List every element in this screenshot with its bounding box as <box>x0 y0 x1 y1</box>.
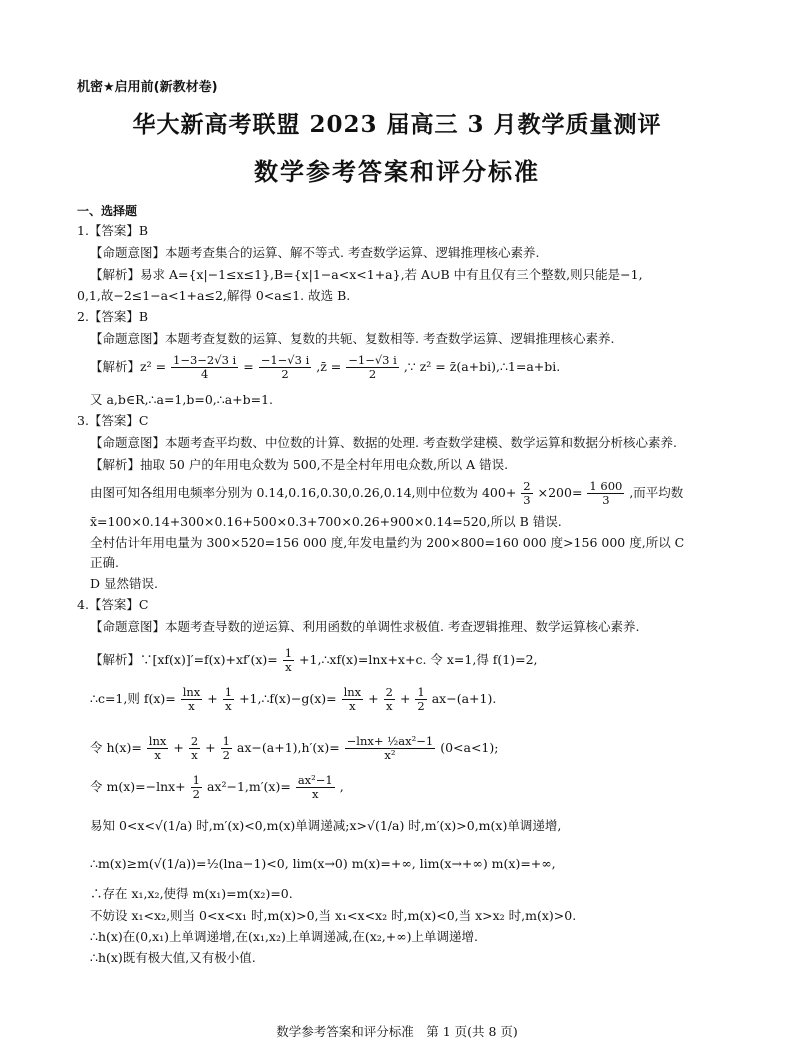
q3-analysis-line-4: 全村估计年用电量为 300×520=156 000 度,年发电量约为 200×800=160 000 度>156 000 度,所以 C <box>90 535 685 550</box>
q4-l2-text-b: + <box>207 691 218 706</box>
q4-l3-fraction-1: $\frac{\ln x}{x}$ <box>148 734 167 762</box>
q4-l2-text-a: ∴c=1,则 f(x)= <box>90 691 176 706</box>
q4-l3-text-a: 令 h(x)= <box>90 740 142 755</box>
q4-l4-text-a: 令 m(x)=−lnx+ <box>90 779 186 794</box>
q2-text-b: = <box>243 359 254 374</box>
q4-l3-fraction-3: $\frac{1}{2}$ <box>222 734 230 762</box>
q3-analysis-line-3: x̄=100×0.14+300×0.16+500×0.3+700×0.26+900×0.14=520,所以 B 错误. <box>90 514 562 529</box>
q3-fraction-2: $\frac{1 600}{3}$ <box>589 479 623 507</box>
q4-l2-fraction-4: $\frac{2}{x}$ <box>385 685 393 713</box>
q3-text-b: ×200= <box>537 485 583 500</box>
q4-l3-text-b: + <box>173 740 184 755</box>
q3-text-a: 由图可知各组用电频率分别为 0.14,0.16,0.30,0.26,0.14,则中位数为 400+ <box>90 485 517 500</box>
q1-intent: 【命题意图】本题考查集合的运算、解不等式. 考查数学运算、逻辑推理核心素养. <box>90 245 540 260</box>
q4-analysis-line-1 <box>90 647 538 674</box>
q3-answer: 3.【答案】C <box>77 413 149 428</box>
q1-analysis-line-1: 【解析】易求 A={x|−1≤x≤1},B={x|1−a<x<1+a},若 A∪B 中有且仅有三个整数,则只能是−1, <box>90 267 643 282</box>
q4-analysis-line-8: 不妨设 x₁<x₂,则当 0<x<x₁ 时,m(x)>0,当 x₁<x<x₂ 时,m(x)<0,当 x>x₂ 时,m(x)>0. <box>90 908 577 923</box>
q3-analysis-line-2 <box>90 480 683 507</box>
q4-l1-text-a: 【解析】∵[xf(x)]′=f(x)+xf′(x)= <box>90 652 278 667</box>
q4-l2-fraction-1: $\frac{\ln x}{x}$ <box>182 685 201 713</box>
document-subtitle: 数学参考答案和评分标准 <box>254 158 540 186</box>
q4-l2-fraction-3: $\frac{\ln x}{x}$ <box>343 685 362 713</box>
q4-analysis-line-10: ∴h(x)既有极大值,又有极小值. <box>90 950 256 965</box>
q2-fraction-1: $\frac{1-3-2√3 i}{4}$ <box>173 353 237 381</box>
q4-l2-text-d: + <box>368 691 379 706</box>
q3-text-c: ,而平均数 <box>629 485 684 500</box>
q4-analysis-line-2 <box>90 686 496 713</box>
q2-text-a: 【解析】z² = <box>90 359 167 374</box>
q4-l3-fraction-4: $\frac{\text{−lnx+ ½ax²−1}}{\text{x²}}$ <box>346 734 434 762</box>
page-footer: 数学参考答案和评分标准 第 1 页(共 8 页) <box>276 1024 518 1039</box>
q4-l1-fraction: $\frac{1}{x}$ <box>284 646 293 674</box>
q2-analysis-line-2: 又 a,b∈R,∴a=1,b=0,∴a+b=1. <box>90 392 274 407</box>
q4-l2-fraction-2: $\frac{1}{x}$ <box>224 685 233 713</box>
q4-intent: 【命题意图】本题考查导数的逆运算、利用函数的单调性求极值. 考查逻辑推理、数学运算核心素养. <box>90 619 640 634</box>
q4-l2-fraction-5: $\frac{1}{2}$ <box>417 685 425 713</box>
q4-answer: 4.【答案】C <box>77 597 149 612</box>
q4-analysis-line-4 <box>90 774 344 801</box>
q4-l4-text-c: , <box>339 779 344 794</box>
q2-text-d: ,∵ z² = z̄(a+bi),∴1=a+bi. <box>403 359 561 374</box>
q4-analysis-line-3 <box>90 735 498 762</box>
q2-fraction-3: $\frac{-1-√3 i}{2}$ <box>348 353 397 381</box>
section-heading: 一、选择题 <box>77 204 138 218</box>
q1-analysis-line-2: 0,1,故−2≤1−a<1+a≤2,解得 0<a≤1. 故选 B. <box>77 288 351 303</box>
q4-l3-fraction-2: $\frac{2}{x}$ <box>190 734 199 762</box>
q4-l3-text-e: (0<a<1); <box>440 740 499 755</box>
q2-analysis-line-1 <box>90 354 560 381</box>
q2-text-c: ,z̄ = <box>316 359 342 374</box>
q2-intent: 【命题意图】本题考查复数的运算、复数的共轭、复数相等. 考查数学运算、逻辑推理核心素养. <box>90 331 615 346</box>
q4-analysis-line-7: ∴存在 x₁,x₂,使得 m(x₁)=m(x₂)=0. <box>90 886 293 901</box>
q4-l3-text-c: + <box>205 740 216 755</box>
q4-l2-text-f: ax−(a+1). <box>431 691 497 706</box>
q4-analysis-line-6: ∴m(x)≥m(√(1/a))=½(lna−1)<0, lim(x→0) m(x)=+∞, lim(x→+∞) m(x)=+∞, <box>90 856 556 871</box>
q4-l4-fraction-2: $\frac{\text{ax²−1}}{x}$ <box>297 773 333 801</box>
q3-analysis-line-5: 正确. <box>90 555 119 570</box>
q4-l1-text-b: +1,∴xf(x)=lnx+x+c. 令 x=1,得 f(1)=2, <box>299 652 538 667</box>
q4-l2-text-e: + <box>399 691 411 706</box>
q3-analysis-line-1: 【解析】抽取 50 户的年用电众数为 500,不是全村年用电众数,所以 A 错误. <box>90 457 509 472</box>
q4-l3-text-d: ax−(a+1),h′(x)= <box>236 740 340 755</box>
q4-l4-fraction-1: $\frac{1}{2}$ <box>192 773 200 801</box>
q4-l2-text-c: +1,∴f(x)−g(x)= <box>239 691 337 706</box>
confidential-label: 机密★启用前(新教材卷) <box>77 80 218 95</box>
q3-analysis-line-6: D 显然错误. <box>90 576 158 591</box>
q3-fraction-1: $\frac{2}{3}$ <box>523 479 531 507</box>
q3-intent: 【命题意图】本题考查平均数、中位数的计算、数据的处理. 考查数学建模、数学运算和数据分析核心素养. <box>90 435 677 450</box>
q2-answer: 2.【答案】B <box>77 309 149 324</box>
q4-l4-text-b: ax²−1,m′(x)= <box>206 779 291 794</box>
q2-fraction-2: $\frac{-1-√3 i}{2}$ <box>260 353 310 381</box>
q4-analysis-line-9: ∴h(x)在(0,x₁)上单调递增,在(x₁,x₂)上单调递减,在(x₂,+∞)上单调递增. <box>90 929 478 944</box>
q1-answer: 1.【答案】B <box>77 223 149 238</box>
q4-analysis-line-5: 易知 0<x<√(1/a) 时,m′(x)<0,m(x)单调递减;x>√(1/a) 时,m′(x)>0,m(x)单调递增, <box>90 818 562 833</box>
exam-title: 华大新高考联盟 2023 届高三 3 月教学质量测评 <box>132 111 662 138</box>
